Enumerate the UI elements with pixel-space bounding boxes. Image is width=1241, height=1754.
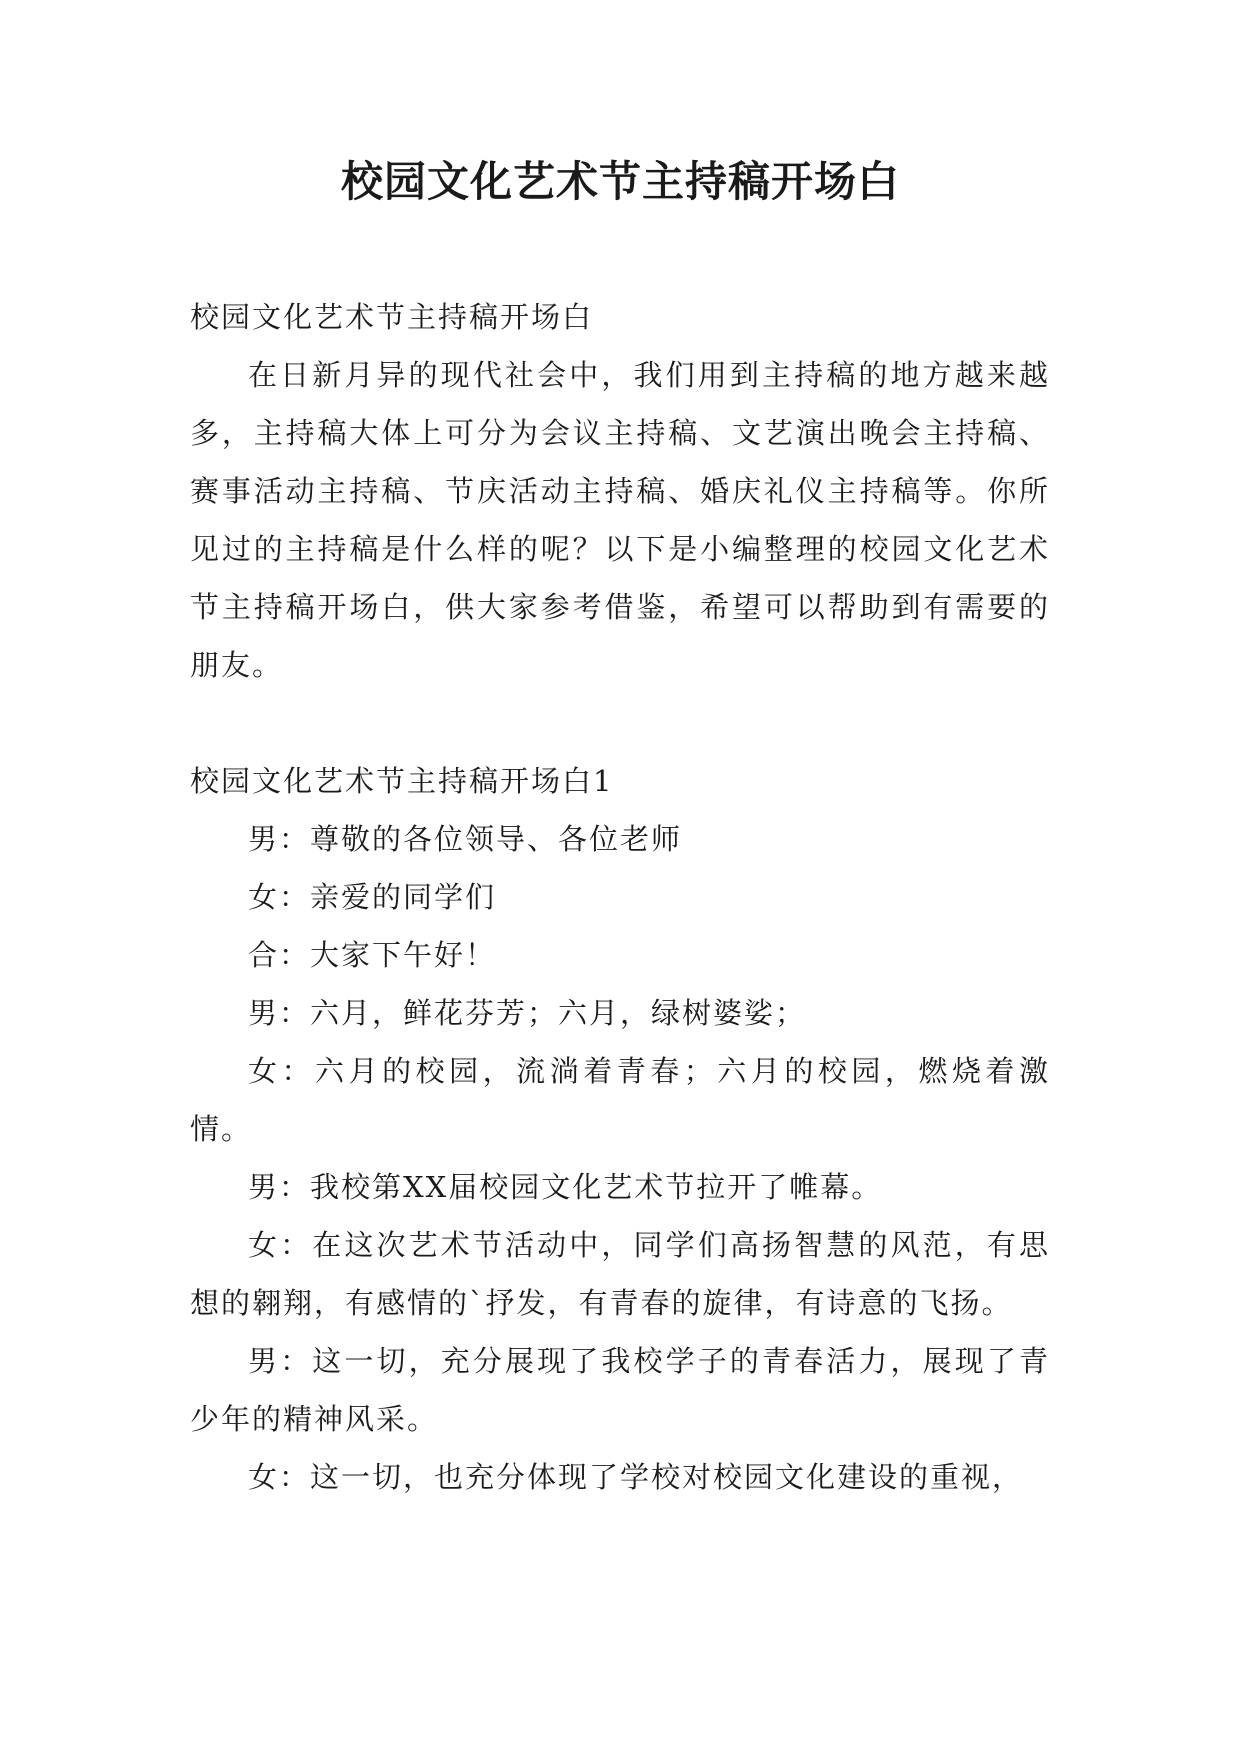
dialogue-line: 女：在这次艺术节活动中，同学们高扬智慧的风范，有思想的翱翔，有感情的`抒发，有青春的旋律，有诗意的飞扬。: [190, 1228, 1050, 1320]
intro-paragraph: 在日新月异的现代社会中，我们用到主持稿的地方越来越多，主持稿大体上可分为会议主持稿、文艺演出晚会主持稿、赛事活动主持稿、节庆活动主持稿、婚庆礼仪主持稿等。你所见过的主持稿是什么样的呢？以下是小编整理的校园文化艺术节主持稿开场白，供大家参考借鉴，希望可以帮助到有需要的朋友。: [190, 358, 1050, 682]
dialogue-line: 女：六月的校园，流淌着青春；六月的校园，燃烧着激情。: [190, 1054, 1050, 1146]
dialogue-line: 男：六月，鲜花芬芳；六月，绿树婆娑；: [248, 996, 807, 1030]
dialogue-line: 男：这一切，充分展现了我校学子的青春活力，展现了青少年的精神风采。: [190, 1344, 1050, 1436]
dialogue-line: 合：大家下午好！: [248, 938, 497, 972]
document-title: 校园文化艺术节主持稿开场白: [340, 157, 900, 206]
dialogue-line: 女：亲爱的同学们: [248, 880, 497, 914]
document-body: [190, 288, 1050, 1506]
dialogue-line: 女：这一切，也充分体现了学校对校园文化建设的重视，: [248, 1460, 1024, 1494]
intro-heading: 校园文化艺术节主持稿开场白: [190, 300, 594, 334]
dialogue-line: 男：我校第XX届校园文化艺术节拉开了帷幕。: [248, 1170, 883, 1204]
section-spacer: [190, 694, 1050, 752]
dialogue-line: 男：尊敬的各位领导、各位老师: [248, 822, 683, 856]
section-heading: 校园文化艺术节主持稿开场白1: [190, 764, 614, 798]
